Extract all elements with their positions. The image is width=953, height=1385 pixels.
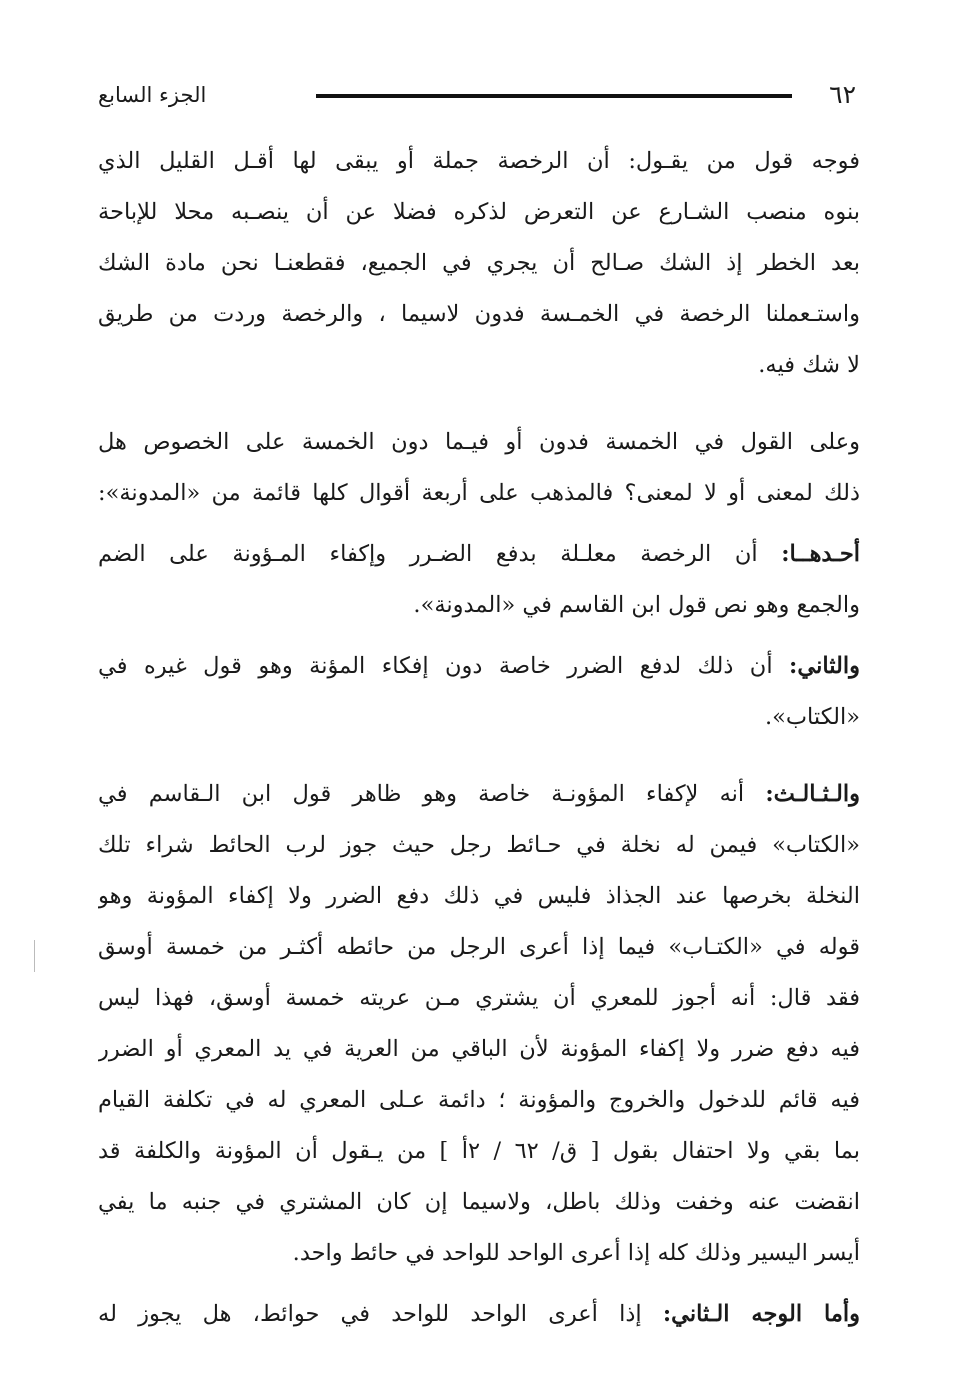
line-text: إذا أعرى الواحد للواحد في حوائط، هل يجوز له <box>98 1301 663 1327</box>
paragraph-5 <box>98 769 860 1279</box>
text-line <box>98 1289 860 1340</box>
body-text <box>98 136 860 1340</box>
paragraph-1 <box>98 136 860 391</box>
text-line: فيه دفع ضرر ولا إكفاء المؤونة لأن الباقي من العرية في يد المعري أو الضرر <box>98 1036 860 1062</box>
paragraph-6 <box>98 1289 860 1340</box>
text-line: فقد قال: أنه أجوز للمعري أن يشتري مـن عريته خمسة أوسق، فهذا ليس <box>98 985 860 1011</box>
header-rule <box>316 94 792 98</box>
text-line: فوجه قول من يقـول: أن الرخصة جملة أو يبقى لها أقـل القليل الذي <box>98 148 860 174</box>
paragraph-2 <box>98 417 860 519</box>
paragraph-lead: وأما الوجه الـثاني: <box>662 1301 860 1327</box>
text-line: انقضت عنه وخفت وذلك باطل، ولاسيما إن كان المشتري في جنبه ما يفي <box>98 1189 860 1215</box>
line-text: أن ذلك لدفع الضرر خاصة دون إفكاء المؤنة وهو قول غيره في <box>98 653 790 679</box>
text-line: «الكتاب». <box>764 704 860 730</box>
running-header <box>98 78 856 118</box>
line-text: أنه لإكفاء المؤونـة خاصة وهو ظاهر قول ابن الـقاسم في <box>98 781 766 807</box>
paragraph-3 <box>98 529 860 631</box>
text-line: واستـعملنا الرخصة في الخمـسة فدون لاسيما ، والرخصة وردت من طريق <box>98 301 860 327</box>
text-line: وعلى القول في الخمسة فدون أو فيـما دون الخمسة على الخصوص هل <box>98 429 860 455</box>
paragraph-lead: والثاني: <box>789 653 860 679</box>
text-line: قوله في «الكتـاب» فيما إذا أعرى الرجل من حائطه أكثـر من خمسة أوسق <box>98 934 860 960</box>
text-line: والجمع وهو نص قول ابن القاسم في «المدونة». <box>413 592 860 618</box>
text-line: أيسر اليسير وذلك كله إذا أعرى الواحد للواحد في حائط واحد. <box>292 1240 860 1266</box>
text-line: لا شك فيه. <box>758 352 860 378</box>
text-line: بما بقي ولا احتفال بقول [ ق/ ٦٢ / ٢أ ] من يـقول أن المؤونة والكلفة قد <box>98 1138 860 1164</box>
line-text: أن الرخصة معلـلة بدفع الضـرر وإكفاء المـؤونة على الضم <box>98 541 782 567</box>
paragraph-lead: والـثـالـث: <box>765 781 860 807</box>
page-number: ٦٢ <box>829 80 856 109</box>
part-title: الجزء السابع <box>98 83 207 107</box>
text-line: بنوه منصب الشـارع عن التعرض لذكره فضلا عن أن ينصـبه محلا للإباحة <box>98 199 860 225</box>
text-line: بعد الخطر إذ الشك صـالح أن يجري في الجميع، فقطعنـا نحن مادة الشك <box>98 250 860 276</box>
text-line: ذلك لمعنى أو لا لمعنى؟ فالمذهب على أربعة أقوال كلها قائمة من «المدونة»: <box>98 480 860 506</box>
text-line <box>98 769 860 820</box>
text-line: فيه قائم للدخول والخروج والمؤونة ؛ دائمة عـلى المعري له في تكلفة القيام <box>98 1087 860 1113</box>
margin-mark <box>34 940 35 972</box>
text-line: «الكتاب» فيمن له نخلة في حـائط رجل حيث جوز لرب الحائط شراء تلك <box>98 832 860 858</box>
paragraph-4 <box>98 641 860 743</box>
text-line <box>98 641 860 692</box>
text-line <box>98 529 860 580</box>
text-line: النخلة بخرصها عند الجذاذ فليس في ذلك دفع الضرر ولا إكفاء المؤونة وهو <box>98 883 860 909</box>
paragraph-lead: أحـدهــا: <box>781 541 860 567</box>
